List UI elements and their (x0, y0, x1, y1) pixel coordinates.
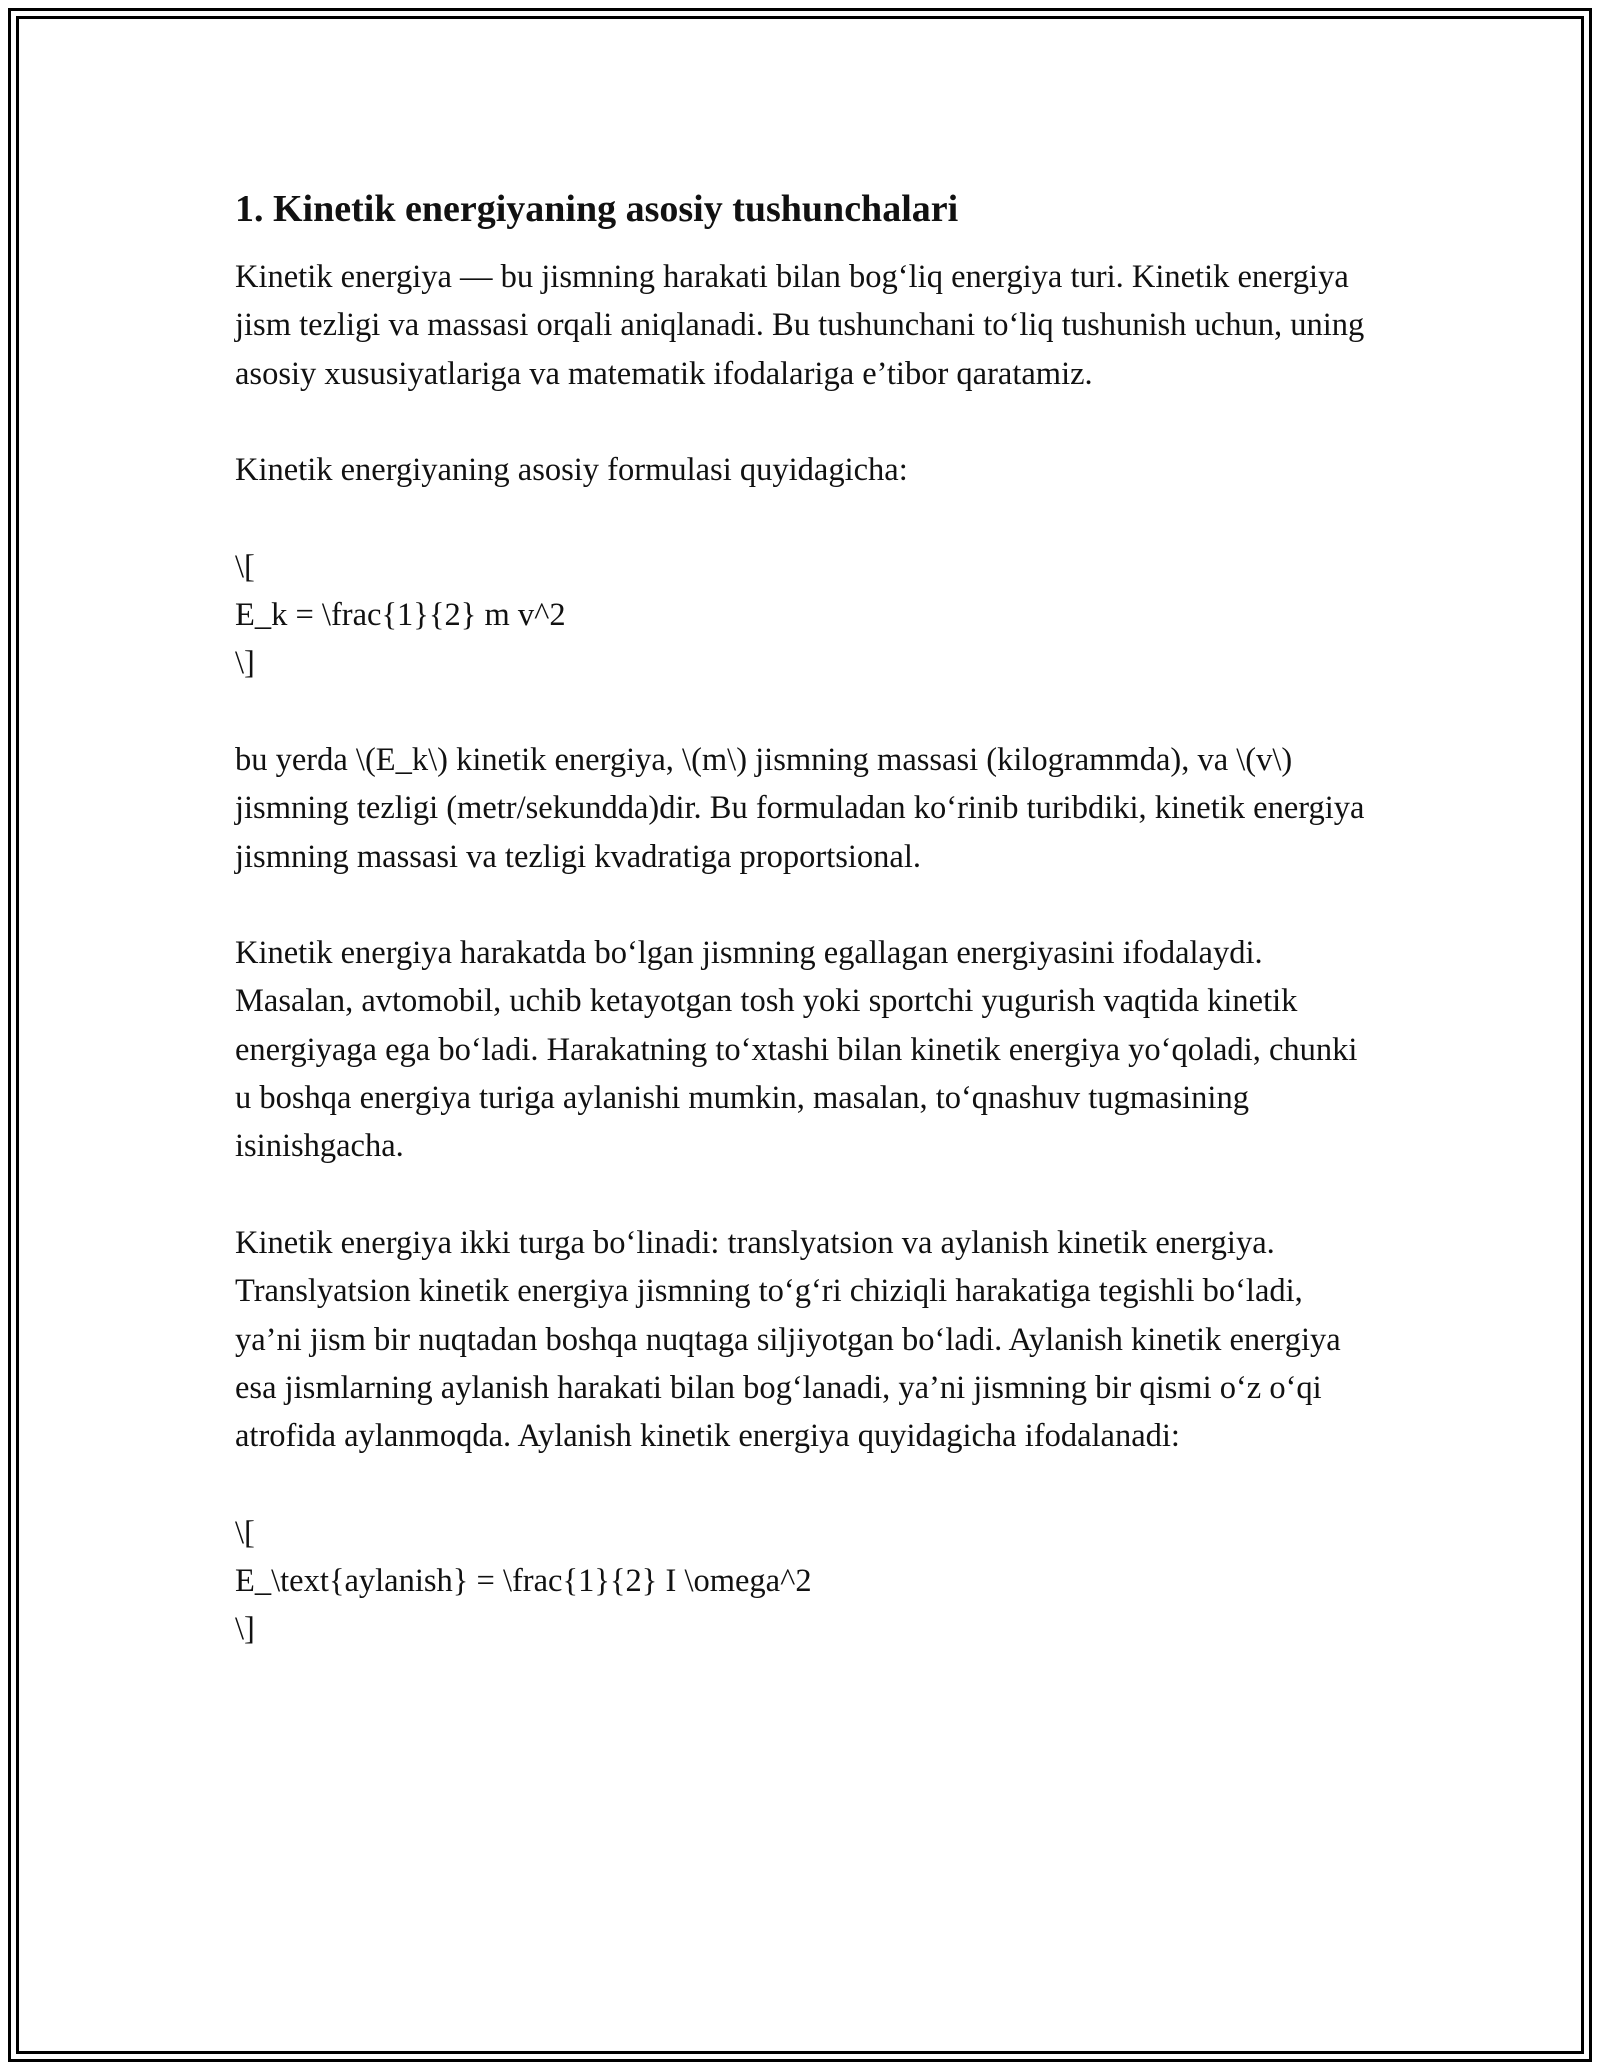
formula-rotational-energy: \[ E_\text{aylanish} = \frac{1}{2} I \omega^2 \] (235, 1514, 812, 1648)
paragraph-examples: Kinetik energiya harakatda bo‘lgan jismning egallagan energiyasini ifodalaydi. Masalan, avtomobil, uchib ketayotgan tosh yoki sportchi yugurish vaqtida kinetik energiyaga ega bo‘ladi. Harakatning to‘xtashi bilan kinetik energiya yo‘qoladi, chunki u boshqa energiya turiga aylanishi mumkin, masalan, to‘qnashuv tugmasining isinishgacha. (235, 935, 1358, 1165)
paragraph-intro: Kinetik energiya — bu jismning harakati bilan bog‘liq energiya turi. Kinetik energiya jism tezligi va massasi orqali aniqlanadi. Bu tushunchani to‘liq tushunish uchun, uning asosiy xususiyatlariga va matematik ifodalariga e’tibor qaratamiz. (235, 259, 1365, 392)
paragraph-formula-lead: Kinetik energiyaning asosiy formulasi quyidagicha: (235, 452, 908, 489)
paragraph-types: Kinetik energiya ikki turga bo‘linadi: translyatsion va aylanish kinetik energiya. Translyatsion kinetik energiya jismning to‘g‘ri chiziqli harakatiga tegishli bo‘ladi, ya’ni jism bir nuqtadan boshqa nuqtaga siljiyotgan bo‘ladi. Aylanish kinetik energiya esa jismlarning aylanish harakati bilan bog‘lanadi, ya’ni jismning bir qismi o‘z o‘qi atrofida aylanmoqda. Aylanish kinetik energiya quyidagicha ifodalanadi: (235, 1224, 1341, 1455)
section-heading: 1. Kinetik energiyaning asosiy tushunchalari (235, 188, 959, 230)
formula-kinetic-energy: \[ E_k = \frac{1}{2} m v^2 \] (235, 548, 566, 682)
paragraph-formula-explanation: bu yerda \(E_k\) kinetik energiya, \(m\) jismning massasi (kilogrammda), va \(v\) jismning tezligi (metr/sekundda)dir. Bu formuladan ko‘rinib turibdiki, kinetik energiya jismning massasi va tezligi kvadratiga proportsional. (235, 741, 1365, 875)
document-body (235, 185, 1375, 1702)
